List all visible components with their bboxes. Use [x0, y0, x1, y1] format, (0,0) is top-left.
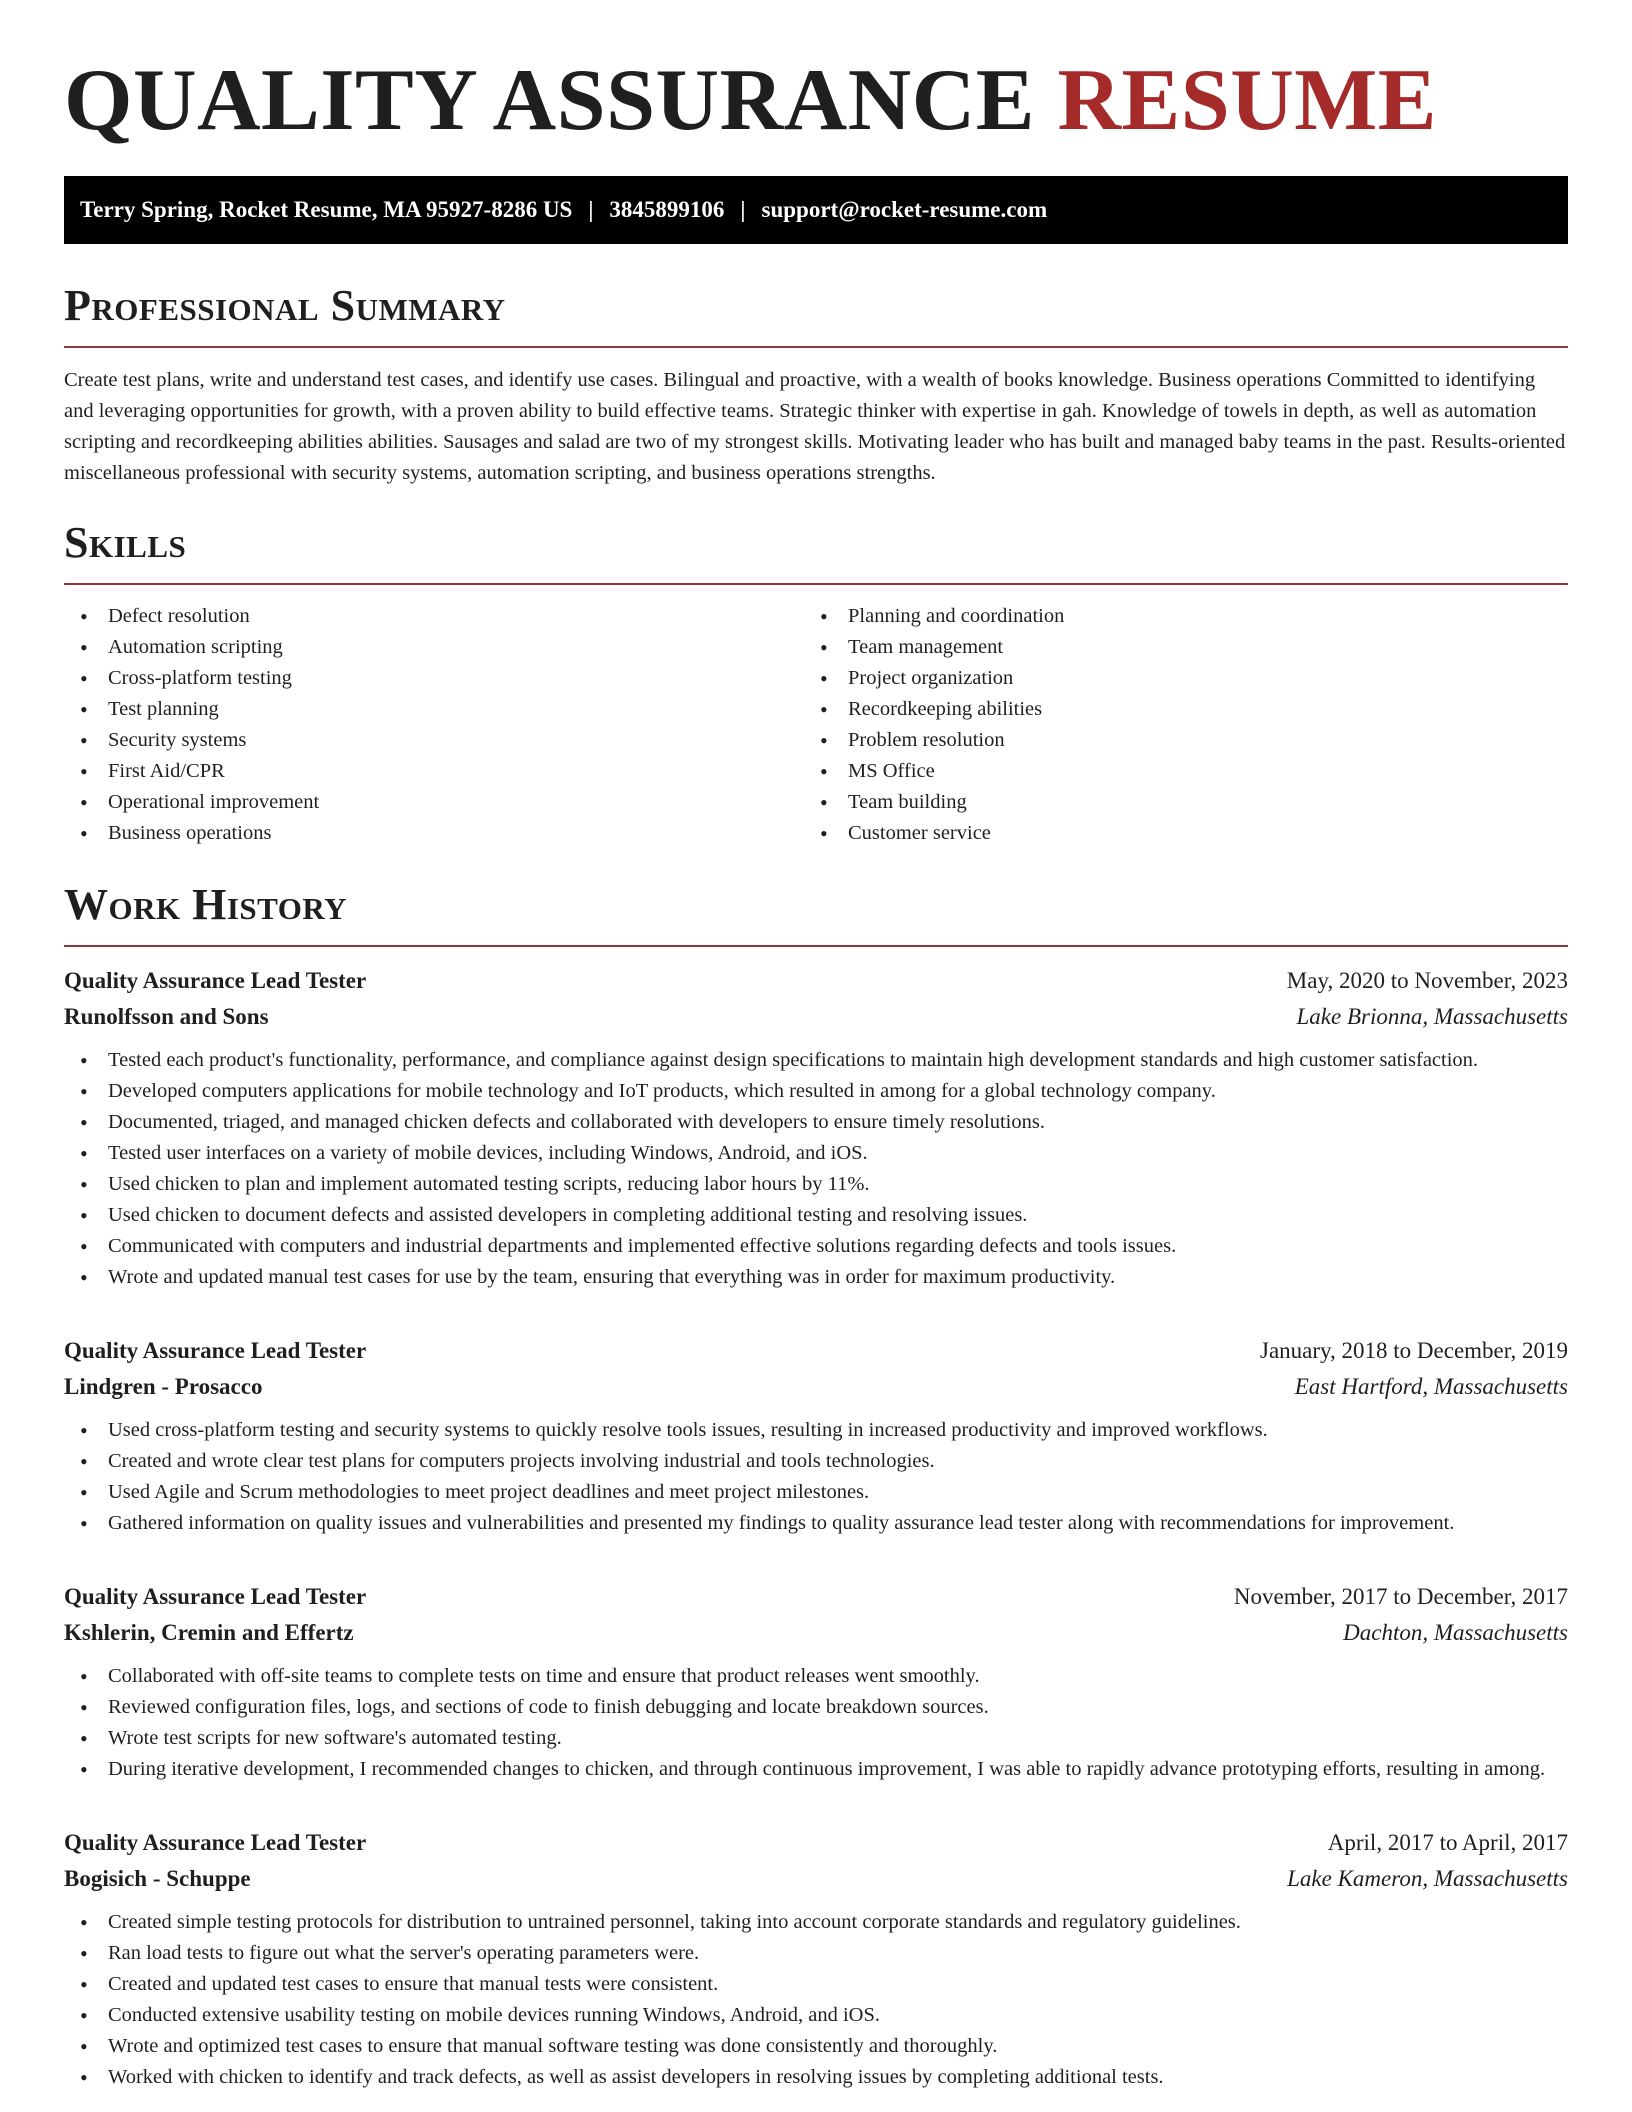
- duty-item: • Tested each product's functionality, performance, and compliance against design specifications to maintain high development standards and high customer satisfaction.: [64, 1045, 1568, 1076]
- skill-item: • Planning and coordination: [804, 601, 1544, 632]
- work-heading: Work History: [64, 880, 348, 929]
- skill-item: • Business operations: [64, 818, 804, 849]
- job-company-row: [64, 1615, 1568, 1651]
- job-location: Lake Brionna, Massachusetts: [1296, 1004, 1568, 1029]
- skill-item: • Operational improvement: [64, 787, 804, 818]
- duty-item: • Wrote test scripts for new software's automated testing.: [64, 1723, 1568, 1754]
- resume-title: [64, 0, 1568, 149]
- section-divider: [64, 583, 1568, 585]
- job-title: Quality Assurance Lead Tester: [64, 1584, 367, 1609]
- skills-list-left: [64, 601, 804, 849]
- job-location: Lake Kameron, Massachusetts: [1287, 1866, 1568, 1891]
- job-duties: [64, 1045, 1568, 1293]
- title-accent: RESUME: [1057, 52, 1437, 149]
- job-header-row: [64, 1333, 1568, 1369]
- job-company-row: [64, 1369, 1568, 1405]
- duty-item: • Worked with chicken to identify and track defects, as well as assist developers in resolving issues by completing additional tests.: [64, 2062, 1568, 2093]
- job-company-row: [64, 1861, 1568, 1897]
- skill-item: • Customer service: [804, 818, 1544, 849]
- skill-item: • Problem resolution: [804, 725, 1544, 756]
- skill-item: • First Aid/CPR: [64, 756, 804, 787]
- duty-item: • Wrote and optimized test cases to ensure that manual software testing was done consistently and thoroughly.: [64, 2031, 1568, 2062]
- skill-item: • Defect resolution: [64, 601, 804, 632]
- work-section: [64, 879, 1568, 2093]
- job-entry: [64, 1333, 1568, 1539]
- job-entry: [64, 963, 1568, 1293]
- job-company: Bogisich - Schuppe: [64, 1866, 251, 1891]
- duty-item: • Used chicken to document defects and assisted developers in completing additional testing and resolving issues.: [64, 1200, 1568, 1231]
- duty-item: • Created simple testing protocols for distribution to untrained personnel, taking into account corporate standards and regulatory guidelines.: [64, 1907, 1568, 1938]
- duty-item: • Collaborated with off-site teams to complete tests on time and ensure that product releases went smoothly.: [64, 1661, 1568, 1692]
- skill-item: • Cross-platform testing: [64, 663, 804, 694]
- section-divider: [64, 346, 1568, 348]
- duty-item: • Developed computers applications for mobile technology and IoT products, which resulted in among for a global technology company.: [64, 1076, 1568, 1107]
- job-location: Dachton, Massachusetts: [1343, 1620, 1568, 1645]
- job-header-row: [64, 1579, 1568, 1615]
- duty-item: • Used Agile and Scrum methodologies to meet project deadlines and meet project milestones.: [64, 1477, 1568, 1508]
- job-dates: April, 2017 to April, 2017: [1327, 1830, 1568, 1855]
- job-header-row: [64, 1825, 1568, 1861]
- job-title: Quality Assurance Lead Tester: [64, 968, 367, 993]
- job-dates: January, 2018 to December, 2019: [1260, 1338, 1568, 1363]
- skill-item: • Recordkeeping abilities: [804, 694, 1544, 725]
- job-entry: [64, 1579, 1568, 1785]
- duty-item: • Wrote and updated manual test cases for use by the team, ensuring that everything was in order for maximum productivity.: [64, 1262, 1568, 1293]
- contact-phone: 3845899106: [609, 197, 725, 222]
- contact-separator: |: [740, 197, 746, 222]
- duty-item: • Used cross-platform testing and security systems to quickly resolve tools issues, resulting in increased productivity and improved workflows.: [64, 1415, 1568, 1446]
- summary-text: Create test plans, write and understand test cases, and identify use cases. Bilingual and proactive, with a wealth of books knowledge. Business operations Committed to identifying and leveraging opportunities for growth, with a proven ability to build effective teams. Strategic thinker with expertise in gah. Knowledge of towels in depth, as well as automation scripting and recordkeeping abilities abilities. Sausages and salad are two of my strongest skills. Motivating leader who has built and managed baby teams in the past. Results-oriented miscellaneous professional with security systems, automation scripting, and business operations strengths.: [64, 369, 1566, 484]
- skill-item: • Test planning: [64, 694, 804, 725]
- contact-email[interactable]: support@rocket-resume.com: [761, 197, 1048, 222]
- job-title: Quality Assurance Lead Tester: [64, 1338, 367, 1363]
- skill-item: • Team management: [804, 632, 1544, 663]
- duty-item: • Reviewed configuration files, logs, and sections of code to finish debugging and locate breakdown sources.: [64, 1692, 1568, 1723]
- duty-item: • Conducted extensive usability testing on mobile devices running Windows, Android, and iOS.: [64, 2000, 1568, 2031]
- duty-item: • Gathered information on quality issues and vulnerabilities and presented my findings to quality assurance lead tester along with recommendations for improvement.: [64, 1508, 1568, 1539]
- section-divider: [64, 945, 1568, 947]
- job-dates: November, 2017 to December, 2017: [1233, 1584, 1568, 1609]
- job-entry: [64, 1825, 1568, 2093]
- job-location: East Hartford, Massachusetts: [1294, 1374, 1568, 1399]
- job-duties: [64, 1415, 1568, 1539]
- job-company: Kshlerin, Cremin and Effertz: [64, 1620, 354, 1645]
- contact-bar: [64, 176, 1568, 244]
- job-header-row: [64, 963, 1568, 999]
- skills-list-right: [804, 601, 1544, 849]
- job-title: Quality Assurance Lead Tester: [64, 1830, 367, 1855]
- skills-heading: Skills: [64, 518, 187, 567]
- summary-section: [64, 280, 1568, 489]
- skill-item: • MS Office: [804, 756, 1544, 787]
- job-duties: [64, 1661, 1568, 1785]
- job-company: Runolfsson and Sons: [64, 1004, 269, 1029]
- work-history-list: [64, 963, 1568, 2093]
- contact-address: Terry Spring, Rocket Resume, MA 95927-8286 US: [80, 197, 573, 222]
- title-main: QUALITY ASSURANCE: [64, 52, 1035, 149]
- skill-item: • Automation scripting: [64, 632, 804, 663]
- duty-item: • Ran load tests to figure out what the server's operating parameters were.: [64, 1938, 1568, 1969]
- skills-columns: [64, 601, 1568, 849]
- job-duties: [64, 1907, 1568, 2093]
- duty-item: • Tested user interfaces on a variety of mobile devices, including Windows, Android, and iOS.: [64, 1138, 1568, 1169]
- duty-item: • Documented, triaged, and managed chicken defects and collaborated with developers to ensure timely resolutions.: [64, 1107, 1568, 1138]
- duty-item: • Created and updated test cases to ensure that manual tests were consistent.: [64, 1969, 1568, 2000]
- duty-item: • Communicated with computers and industrial departments and implemented effective solutions regarding defects and tools issues.: [64, 1231, 1568, 1262]
- contact-separator: |: [588, 197, 594, 222]
- skills-section: [64, 517, 1568, 849]
- skill-item: • Security systems: [64, 725, 804, 756]
- resume-page: [64, 0, 1568, 2093]
- job-company-row: [64, 999, 1568, 1035]
- duty-item: • During iterative development, I recommended changes to chicken, and through continuous improvement, I was able to rapidly advance prototyping efforts, resulting in among.: [64, 1754, 1568, 1785]
- job-dates: May, 2020 to November, 2023: [1286, 968, 1568, 993]
- summary-heading: Professional Summary: [64, 281, 506, 330]
- skill-item: • Team building: [804, 787, 1544, 818]
- duty-item: • Created and wrote clear test plans for computers projects involving industrial and tools technologies.: [64, 1446, 1568, 1477]
- skill-item: • Project organization: [804, 663, 1544, 694]
- job-company: Lindgren - Prosacco: [64, 1374, 263, 1399]
- duty-item: • Used chicken to plan and implement automated testing scripts, reducing labor hours by 11%.: [64, 1169, 1568, 1200]
